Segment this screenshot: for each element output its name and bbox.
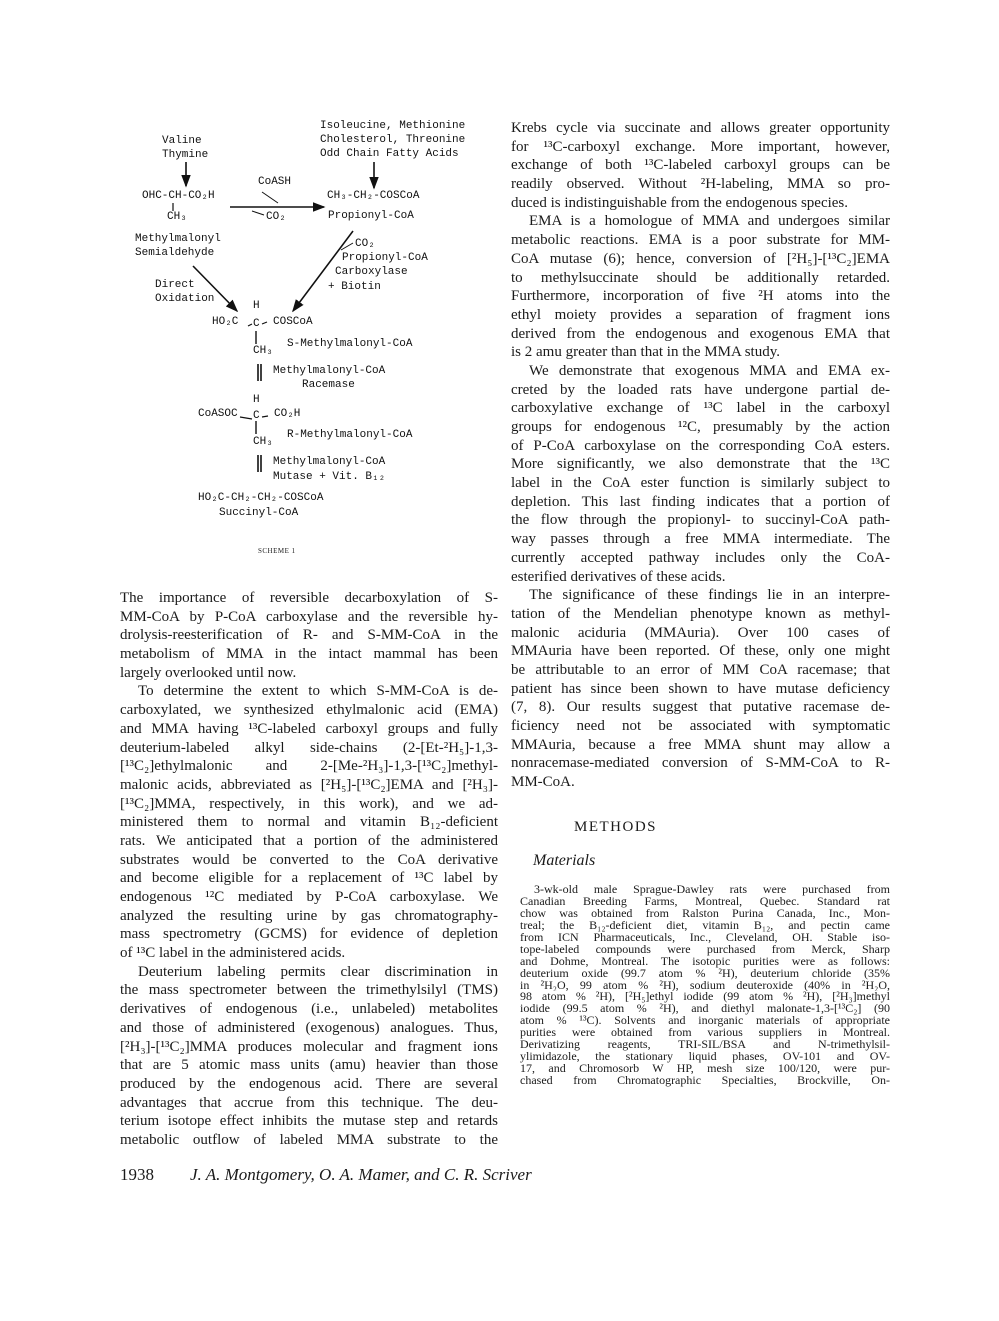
scheme-propionyl-formula: CH₃-CH₂-COSCoA bbox=[327, 190, 420, 202]
text-line: and those of administered (exogenous) analogues. Thus, bbox=[120, 1019, 498, 1036]
text-line: The importance of reversible decarboxylation of S- bbox=[120, 590, 498, 606]
left-column bbox=[120, 589, 498, 1150]
text-line: MMAuria have been reported. Of these, only one might bbox=[511, 643, 890, 660]
scheme-c: C bbox=[253, 318, 260, 330]
scheme-direct-oxidation: Oxidation bbox=[155, 293, 215, 305]
page-number: 1938 bbox=[120, 1165, 154, 1184]
text-line: carboxylative exchange of ¹³C label in the carboxyl bbox=[511, 400, 890, 417]
text-line: of ¹³C label in the administered acids. bbox=[120, 945, 346, 962]
scheme-precursor: Odd Chain Fatty Acids bbox=[320, 148, 459, 160]
text-line: derivatives of endogenous (i.e., unlabeled) metabolites bbox=[120, 1001, 498, 1018]
text-line: CoA mutase (6); hence, conversion of [²H₅]-[¹³C₂]EMA bbox=[511, 250, 890, 267]
text-line: 17, and Chromosorb W HP, mesh size 100/120, were pur- bbox=[520, 1063, 890, 1075]
text-line: for ¹³C-carboxyl exchange. More important, however, bbox=[511, 138, 890, 155]
scheme-direct-oxidation: Direct bbox=[155, 279, 195, 291]
text-line: (7, 8). Our results suggest that putative racemase de- bbox=[511, 699, 890, 716]
text-line: 98 atom % ²H), [²H₅]ethyl iodide (99 atom % ²H), [²H₃]methyl bbox=[520, 991, 890, 1004]
scheme-co2: CO₂ bbox=[355, 238, 375, 250]
text-line: 3-wk-old male Sprague-Dawley rats were purchased from bbox=[534, 884, 890, 896]
text-line: the flow through the propionyl- to succinyl-CoA path- bbox=[511, 512, 890, 529]
text-line: duced is indistinguishable from the endogenous species. bbox=[511, 194, 849, 211]
text-line: and become eligible for a replacement of ¹³C label by bbox=[120, 870, 498, 887]
scheme-s-right: COSCoA bbox=[273, 316, 313, 328]
text-line: ethyl moiety provides a separation of fragment ions bbox=[511, 306, 890, 323]
text-line: tope-labeled compounds were purchased from Merck, Sharp bbox=[520, 943, 890, 956]
scheme-carboxylase: + Biotin bbox=[328, 281, 381, 293]
text-line: the mass spectrometer between the trimethylsilyl (TMS) bbox=[120, 982, 498, 999]
scheme-semialdehyde-name: Methylmalonyl bbox=[135, 233, 221, 245]
scheme-carboxylase: Carboxylase bbox=[335, 266, 408, 278]
paragraph bbox=[511, 212, 890, 362]
text-line: carboxylated, we synthesized ethylmalonic acid (EMA) bbox=[120, 702, 498, 719]
text-line: substrates would be converted to the CoA derivative bbox=[120, 851, 498, 868]
text-line: to methylsuccinate should be additionally retarded. bbox=[511, 269, 890, 286]
scheme-r-name: R-Methylmalonyl-CoA bbox=[287, 429, 413, 441]
scheme-precursor: Isoleucine, Methionine bbox=[320, 120, 466, 132]
text-line: advantages that accrue from this technique. The deu- bbox=[120, 1094, 498, 1111]
text-line: ylimidazole, the stationary liquid phases, OV-101 and OV- bbox=[520, 1051, 890, 1064]
text-line: creted by the loaded rats have undergone partial de- bbox=[511, 381, 890, 398]
paragraph bbox=[520, 884, 890, 1087]
scheme-racemase: Racemase bbox=[302, 379, 355, 391]
text-line: metabolic outflow of labeled MMA substrate to the bbox=[120, 1131, 498, 1148]
text-line: drolysis-reesterification of R- and S-MM-CoA in the bbox=[120, 627, 498, 644]
text-line: depletion. This last finding indicates that a portion of bbox=[511, 493, 890, 510]
text-line: treal; the B₁₂-deficient diet, vitamin B₁₂, and pectin came bbox=[520, 919, 890, 932]
text-line: endogenous ¹²C mediated by P-CoA carboxylase. We bbox=[120, 889, 498, 905]
materials-heading: Materials bbox=[533, 852, 596, 869]
paragraph bbox=[120, 589, 498, 682]
text-line: from ICN Pharmaceuticals, Inc., Cleveland, OH. Stable iso- bbox=[520, 931, 890, 944]
paragraph bbox=[511, 119, 890, 212]
scheme-r-left: CoASOC bbox=[198, 408, 238, 420]
text-line: readily observed. Without ²H-labeling, MMA so pro- bbox=[511, 176, 890, 193]
text-line: The significance of these findings lie in an interpre- bbox=[529, 587, 890, 604]
paragraph bbox=[511, 362, 890, 586]
text-line: terium isotope effect inhibits the mutase step and retards bbox=[120, 1113, 498, 1130]
text-line: of P-CoA carboxylase on the corresponding CoA esters. bbox=[511, 437, 890, 454]
text-line: MM-CoA. bbox=[511, 774, 575, 791]
paragraph bbox=[511, 586, 890, 792]
text-line: deuterium oxide (99.7 atom % ²H), deuterium chloride (35% bbox=[520, 967, 890, 980]
scheme-h: H bbox=[253, 300, 260, 312]
scheme-h: H bbox=[253, 394, 260, 406]
text-line: malonic aciduria (MMAuria). Over 100 cases of bbox=[511, 624, 890, 641]
text-line: To determine the extent to which S-MM-CoA is de- bbox=[138, 683, 498, 700]
text-line: Furthermore, incorporation of five ²H atoms into the bbox=[511, 288, 890, 305]
scheme-precursor: Cholesterol, Threonine bbox=[320, 134, 466, 146]
scheme-ch3: CH₃ bbox=[253, 345, 273, 357]
text-line: [¹³C₂]ethylmalonic and 2-[Me-²H₃]-1,3-[¹³C₂]methyl- bbox=[120, 758, 498, 775]
text-line: in ²H₂O, 99 atom % ²H), sodium deuteroxide (40% in ²H₂O, bbox=[520, 979, 890, 992]
text-line: mass spectrometry (GCMS) for evidence of depletion bbox=[120, 926, 498, 943]
text-line: and MMA having ¹³C-labeled carboxyl groups and fully bbox=[120, 720, 498, 737]
text-line: deuterium-labeled alkyl side-chains (2-[Et-²H₅]-1,3- bbox=[120, 739, 498, 756]
text-line: metabolic reactions. EMA is a poor substrate for MM- bbox=[511, 232, 890, 249]
text-line: iodide (99.5 atom % ²H), and diethyl malonate-1,3-[¹³C₂] (90 bbox=[520, 1003, 890, 1016]
text-line: We demonstrate that exogenous MMA and EMA ex- bbox=[529, 362, 890, 379]
text-line: Canadian Breeding Farms, Montreal, Quebec. Standard rat bbox=[520, 895, 890, 908]
text-line: be attributable to an error of MM CoA racemase; that bbox=[511, 661, 890, 678]
text-line: chased from Chromatographic Specialties, Brockville, On- bbox=[520, 1075, 890, 1087]
text-line: esterified derivatives of these acids. bbox=[511, 568, 726, 585]
methods-heading: METHODS bbox=[574, 819, 658, 835]
scheme-s-name: S-Methylmalonyl-CoA bbox=[287, 338, 413, 350]
text-line: metabolism of MMA in the intact mammal has been bbox=[120, 646, 498, 663]
scheme-co2: CO₂ bbox=[266, 211, 286, 223]
paragraph bbox=[120, 963, 498, 1150]
text-line: More significantly, we also demonstrate that the ¹³C bbox=[511, 456, 890, 473]
text-line: MM-CoA by P-CoA carboxylase and the reversible hy- bbox=[120, 608, 498, 625]
text-line: is 2 amu greater than that in the MMA study. bbox=[511, 344, 780, 361]
text-line: Derivatizing reagents, TRI-SIL/BSA and N-trimethylsil- bbox=[520, 1039, 890, 1052]
footer-authors: J. A. Montgomery, O. A. Mamer, and C. R. Scriver bbox=[190, 1165, 532, 1184]
scheme-succinyl-formula: HO₂C-CH₂-CH₂-COSCoA bbox=[198, 492, 324, 504]
text-line: chow was obtained from Ralston Purina Canada, Inc., Mon- bbox=[520, 907, 890, 920]
text-line: exchange of both ¹³C-labeled carboxyl groups can be bbox=[511, 157, 890, 174]
text-line: tation of the Mendelian phenotype known as methyl- bbox=[511, 605, 890, 622]
scheme-coash: CoASH bbox=[258, 176, 292, 188]
scheme-succinyl-name: Succinyl-CoA bbox=[219, 507, 299, 519]
text-line: EMA is a homologue of MMA and undergoes similar bbox=[529, 213, 890, 230]
text-line: patient has since been shown to have mutase deficiency bbox=[511, 680, 890, 697]
text-line: label in the CoA ester function is similarly subject to bbox=[511, 475, 890, 492]
scheme-ch3: CH₃ bbox=[253, 436, 273, 448]
scheme-semialdehyde-formula: OHC-CH-CO₂H bbox=[142, 190, 215, 202]
materials-text bbox=[520, 884, 890, 1087]
scheme-semialdehyde-name: Semialdehyde bbox=[135, 247, 215, 259]
text-line: [²H₃]-[¹³C₂]MMA produces molecular and fragment ions bbox=[120, 1038, 498, 1055]
scheme-caption: SCHEME 1 bbox=[258, 547, 296, 555]
right-column bbox=[511, 119, 890, 792]
scheme-r-right: CO₂H bbox=[274, 408, 301, 420]
text-line: atom % ¹³C). Solvents and inorganic materials of appropriate bbox=[520, 1015, 890, 1028]
scheme-s-left: HO₂C bbox=[212, 316, 239, 328]
scheme-racemase: Methylmalonyl-CoA bbox=[273, 365, 386, 377]
text-line: currently accepted pathway includes only the CoA- bbox=[511, 549, 890, 566]
text-line: rats. We anticipated that a portion of the administered bbox=[120, 832, 498, 849]
text-line: nonracemase-mediated conversion of S-MM-CoA to R- bbox=[511, 755, 890, 772]
scheme-propionyl-name: Propionyl-CoA bbox=[328, 210, 414, 222]
scheme-ch3: CH₃ bbox=[167, 211, 187, 223]
text-line: groups for endogenous ¹²C, presumably by the action bbox=[511, 419, 890, 435]
scheme-mutase: Mutase + Vit. B₁₂ bbox=[273, 471, 386, 483]
scheme-carboxylase: Propionyl-CoA bbox=[342, 252, 428, 264]
scheme-mutase: Methylmalonyl-CoA bbox=[273, 456, 386, 468]
text-line: way passes through a free MMA intermediate. The bbox=[511, 531, 890, 548]
text-line: produced by the endogenous acid. There are several bbox=[120, 1075, 498, 1092]
text-line: purities were obtained from various suppliers in Montreal. bbox=[520, 1027, 890, 1040]
paragraph bbox=[120, 682, 498, 962]
scheme-thymine: Thymine bbox=[162, 149, 209, 161]
text-line: ministered them to normal and vitamin B₁₂-deficient bbox=[120, 814, 498, 831]
text-line: ficiency need not be associated with symptomatic bbox=[511, 718, 890, 734]
scheme-c: C bbox=[253, 410, 260, 422]
text-line: Deuterium labeling permits clear discrimination in bbox=[138, 963, 498, 980]
text-line: that are 5 atomic mass units (amu) heavier than those bbox=[120, 1057, 498, 1074]
text-line: Krebs cycle via succinate and allows greater opportunity bbox=[511, 120, 890, 136]
text-line: malonic acids, abbreviated as [²H₅]-[¹³C₂]EMA and [²H₃]- bbox=[120, 776, 498, 793]
text-line: largely overlooked until now. bbox=[120, 664, 297, 681]
text-line: and Dohme, Montreal. The isotopic purities were as follows: bbox=[520, 955, 890, 968]
scheme-valine: Valine bbox=[162, 135, 202, 147]
text-line: derived from the endogenous and exogenous EMA that bbox=[511, 325, 890, 342]
text-line: MMAuria, because a free MMA shunt may allow a bbox=[511, 736, 890, 753]
text-line: analyzed the resulting urine by gas chromatography- bbox=[120, 907, 498, 924]
text-line: [¹³C₂]MMA, respectively, in this work), and we ad- bbox=[120, 795, 498, 812]
